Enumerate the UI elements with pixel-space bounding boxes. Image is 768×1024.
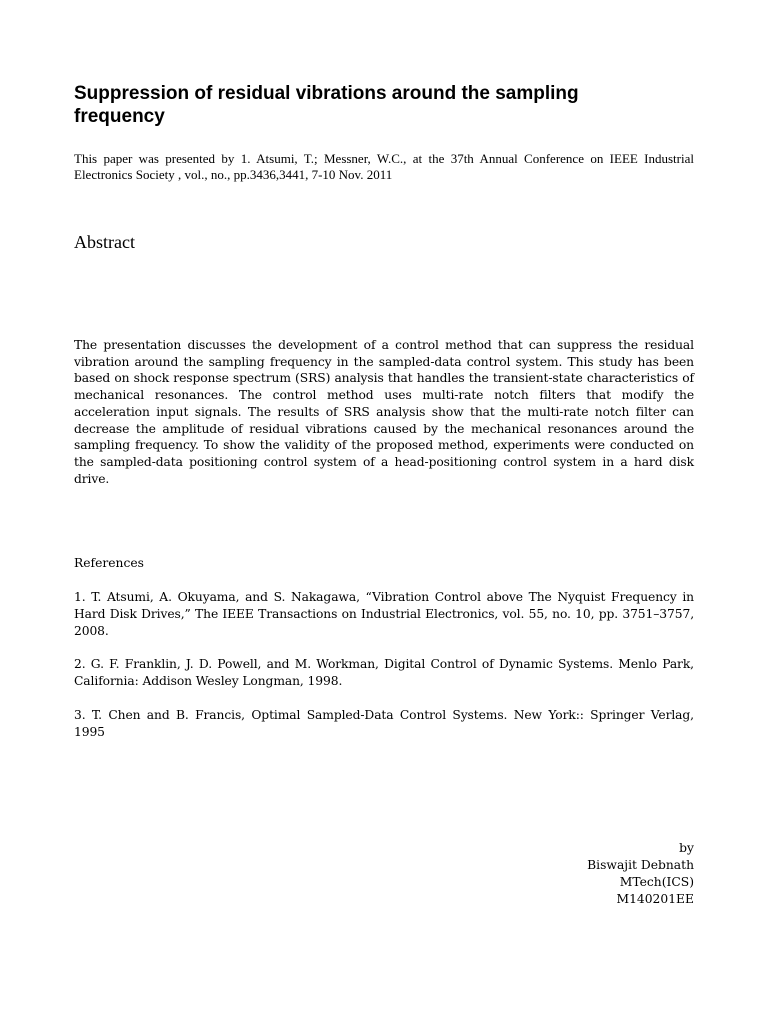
document-title: Suppression of residual vibrations around the sampling frequency [74, 83, 579, 127]
author-name: Biswajit Debnath [587, 858, 694, 872]
reference-item: 3. T. Chen and B. Francis, Optimal Sampled-Data Control Systems. New York:: Springer Verlag, 1995 [74, 708, 694, 739]
author-program: MTech(ICS) [619, 875, 694, 889]
reference-item: 1. T. Atsumi, A. Okuyama, and S. Nakagawa, “Vibration Control above The Nyquist Frequency in Hard Disk Drives,” The IEEE Transactions on Industrial Electronics, vol. 55, no. 10, pp. 3751–3757, 2008. [74, 590, 694, 638]
byline-by: by [679, 841, 694, 855]
author-byline [587, 840, 694, 908]
presentation-note: This paper was presented by 1. Atsumi, T.; Messner, W.C., at the 37th Annual Conference on IEEE Industrial Electronics Society , vol., no., pp.3436,3441, 7-10 Nov. 2011 [74, 151, 694, 182]
reference-item: 2. G. F. Franklin, J. D. Powell, and M. Workman, Digital Control of Dynamic Systems. Menlo Park, California: Addison Wesley Longman, 1998. [74, 657, 694, 688]
references-heading: References [74, 556, 144, 570]
abstract-text: The presentation discusses the development of a control method that can suppress the residual vibration around the sampling frequency in the sampled-data control system. This study has been based on shock response spectrum (SRS) analysis that handles the transient-state characteristics of mechanical resonances. The control method uses multi-rate notch filters that modify the acceleration input signals. The results of SRS analysis show that the multi-rate notch filter can decrease the amplitude of residual vibrations caused by the mechanical resonances around the sampling frequency. To show the validity of the proposed method, experiments were conducted on the sampled-data positioning control system of a head-positioning control system in a hard disk drive. [74, 338, 694, 486]
author-roll-number: M140201EE [616, 892, 694, 906]
abstract-heading: Abstract [74, 232, 135, 252]
